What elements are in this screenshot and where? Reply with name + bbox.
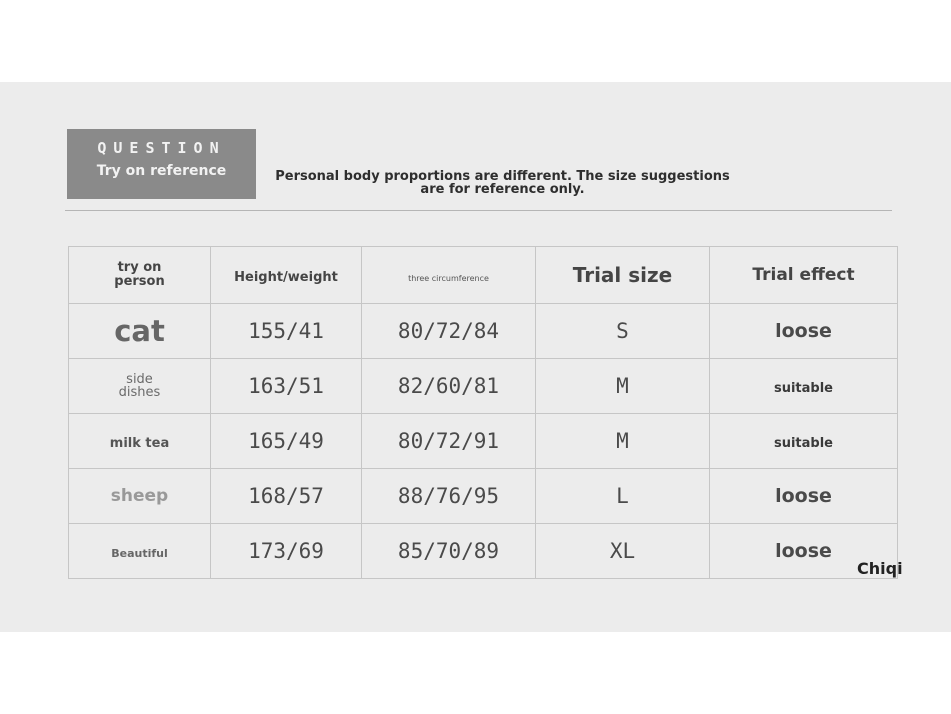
trial-effect-value: loose <box>775 485 832 507</box>
cell-person <box>69 304 211 359</box>
person-name: milk tea <box>109 435 170 451</box>
cell-trial-effect <box>710 359 898 414</box>
table-row <box>69 469 898 524</box>
table-row <box>69 414 898 469</box>
cell-three-circumference <box>362 469 536 524</box>
table-row <box>69 524 898 579</box>
cell-trial-size <box>536 469 710 524</box>
cell-person <box>69 469 211 524</box>
height-weight-value: 168/57 <box>248 484 324 508</box>
reference-note: Personal body proportions are different. The size suggestions are for reference only. <box>275 169 730 197</box>
three-circumference-value: 82/60/81 <box>397 374 500 398</box>
cell-trial-effect <box>710 414 898 469</box>
cell-trial-size <box>536 414 710 469</box>
cell-trial-effect <box>710 304 898 359</box>
header-trial-size-label: Trial size <box>572 263 673 287</box>
size-table <box>68 246 898 579</box>
height-weight-value: 163/51 <box>248 374 324 398</box>
three-circumference-value: 80/72/91 <box>397 429 500 453</box>
cell-three-circumference <box>362 414 536 469</box>
trial-size-value: S <box>616 319 629 343</box>
table-row <box>69 304 898 359</box>
person-name: sheep <box>110 486 169 506</box>
header-person-label: try on person <box>114 260 165 289</box>
trial-effect-value: loose <box>775 540 832 562</box>
badge-title: QUESTION <box>97 139 226 157</box>
header-trial-size <box>536 247 710 304</box>
header-three-circumference-label: three circumference <box>408 273 489 283</box>
cell-three-circumference <box>362 359 536 414</box>
cell-trial-size <box>536 304 710 359</box>
cell-height-weight <box>211 469 362 524</box>
cell-person <box>69 359 211 414</box>
height-weight-value: 173/69 <box>248 539 324 563</box>
height-weight-value: 165/49 <box>248 429 324 453</box>
person-name: cat <box>114 314 165 348</box>
person-name: side dishes <box>118 372 161 400</box>
cell-height-weight <box>211 524 362 579</box>
header-height-weight <box>211 247 362 304</box>
header-height-weight-label: Height/weight <box>234 269 338 285</box>
trial-effect-value: suitable <box>773 435 833 451</box>
trial-size-value: L <box>616 484 629 508</box>
cell-height-weight <box>211 414 362 469</box>
cell-trial-effect <box>710 469 898 524</box>
cell-height-weight <box>211 359 362 414</box>
cell-height-weight <box>211 304 362 359</box>
header-trial-effect <box>710 247 898 304</box>
brand-label: Chiqi <box>857 559 903 578</box>
three-circumference-value: 85/70/89 <box>397 539 500 563</box>
header-three-circumference <box>362 247 536 304</box>
cell-person <box>69 414 211 469</box>
trial-effect-value: suitable <box>773 380 833 396</box>
table-row <box>69 359 898 414</box>
person-name: Beautiful <box>111 546 168 560</box>
cell-trial-size <box>536 524 710 579</box>
three-circumference-value: 80/72/84 <box>397 319 500 343</box>
divider <box>65 210 892 211</box>
header-trial-effect-label: Trial effect <box>752 265 855 285</box>
trial-size-value: M <box>616 374 629 398</box>
height-weight-value: 155/41 <box>248 319 324 343</box>
header-person <box>69 247 211 304</box>
trial-effect-value: loose <box>775 320 832 342</box>
question-badge <box>67 129 256 199</box>
cell-person <box>69 524 211 579</box>
badge-subtitle: Try on reference <box>96 163 227 179</box>
trial-size-value: XL <box>609 539 636 563</box>
cell-three-circumference <box>362 304 536 359</box>
trial-size-value: M <box>616 429 629 453</box>
cell-three-circumference <box>362 524 536 579</box>
table-header-row <box>69 247 898 304</box>
cell-trial-size <box>536 359 710 414</box>
three-circumference-value: 88/76/95 <box>397 484 500 508</box>
